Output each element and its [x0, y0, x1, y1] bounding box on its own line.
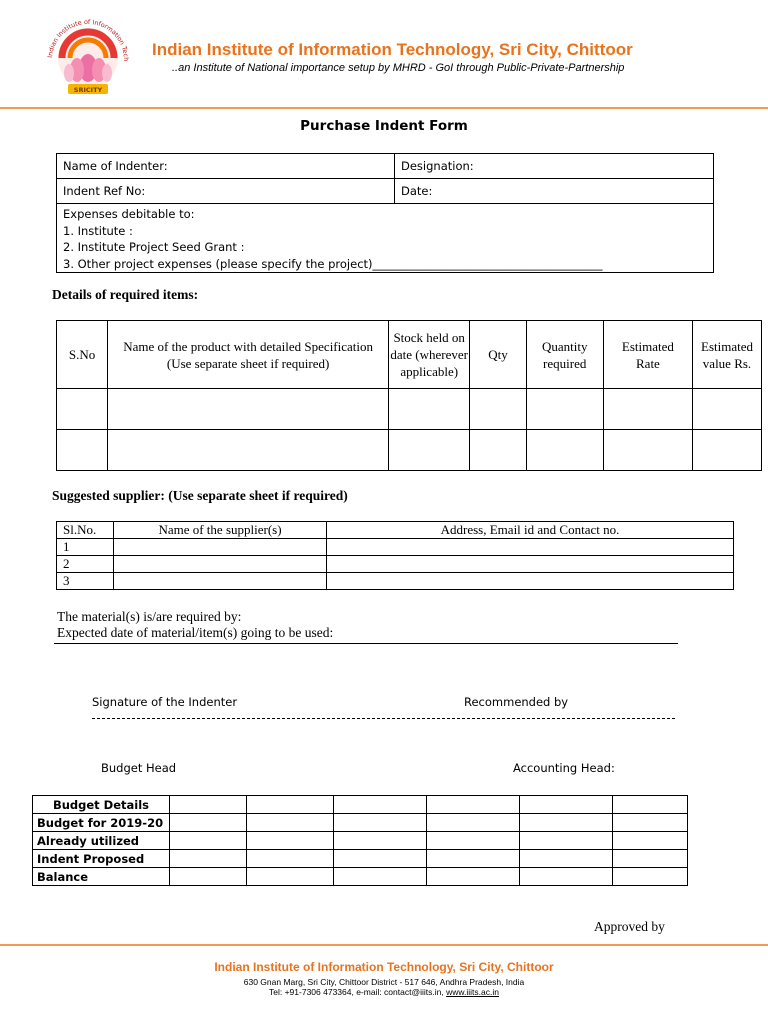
- items-table: [56, 320, 762, 471]
- budget-cell[interactable]: [334, 832, 427, 850]
- budget-cell[interactable]: [520, 868, 613, 886]
- budget-cell[interactable]: [334, 814, 427, 832]
- budget-cell[interactable]: [613, 832, 688, 850]
- budget-row-label: Indent Proposed: [33, 850, 170, 868]
- indenter-info-table: [56, 153, 714, 273]
- expense-item-other-project: 3. Other project expenses (please specify the project)________________________________________: [63, 256, 603, 271]
- budget-cell[interactable]: [613, 814, 688, 832]
- col-estimated-value: Estimated value Rs.: [693, 321, 762, 389]
- footer-divider: [0, 944, 768, 946]
- indent-ref-label: Indent Ref No:: [63, 184, 146, 198]
- budget-cell[interactable]: [613, 796, 688, 814]
- item-cell[interactable]: [470, 389, 526, 430]
- supplier-row: [57, 573, 734, 590]
- item-cell[interactable]: [108, 389, 389, 430]
- budget-cell[interactable]: [427, 814, 520, 832]
- footer-contact: [0, 987, 768, 997]
- budget-cell[interactable]: [247, 868, 334, 886]
- item-cell[interactable]: [603, 430, 692, 471]
- supplier-row: [57, 539, 734, 556]
- signature-indenter-label: Signature of the Indenter: [92, 695, 238, 709]
- supplier-address-cell[interactable]: [327, 573, 734, 590]
- col-quantity-required: Quantity required: [526, 321, 603, 389]
- col-stock-held: Stock held on date (wherever applicable): [389, 321, 470, 389]
- budget-row: [33, 868, 688, 886]
- budget-cell[interactable]: [613, 868, 688, 886]
- expense-item-institute: 1. Institute :: [63, 223, 133, 238]
- budget-cell[interactable]: [247, 832, 334, 850]
- recommended-by-label: Recommended by: [464, 695, 569, 709]
- indent-ref-field[interactable]: [57, 179, 395, 204]
- footer-website-link[interactable]: www.iiits.ac.in: [446, 987, 499, 997]
- supplier-address-cell[interactable]: [327, 539, 734, 556]
- budget-cell[interactable]: [520, 814, 613, 832]
- indenter-name-field[interactable]: [57, 154, 395, 179]
- expense-item-seed-grant: 2. Institute Project Seed Grant :: [63, 240, 245, 254]
- item-cell[interactable]: [57, 389, 108, 430]
- budget-row: [33, 796, 688, 814]
- accounting-head-label: Accounting Head:: [513, 761, 615, 775]
- budget-cell[interactable]: [247, 814, 334, 832]
- signature-dashed-line: [92, 718, 675, 719]
- item-cell[interactable]: [57, 430, 108, 471]
- footer-address: 630 Gnan Marg, Sri City, Chittoor District - 517 646, Andhra Pradesh, India: [243, 977, 525, 987]
- institute-logo: [42, 12, 134, 100]
- budget-head-label: Budget Head: [101, 761, 177, 775]
- budget-cell[interactable]: [334, 796, 427, 814]
- budget-cell[interactable]: [427, 796, 520, 814]
- budget-cell[interactable]: [427, 832, 520, 850]
- supplier-name-cell[interactable]: [114, 573, 327, 590]
- budget-row-label: Already utilized: [33, 832, 170, 850]
- budget-cell[interactable]: [170, 832, 247, 850]
- item-cell[interactable]: [693, 389, 762, 430]
- col-qty: Qty: [470, 321, 526, 389]
- item-cell[interactable]: [389, 389, 470, 430]
- item-cell[interactable]: [693, 430, 762, 471]
- date-field[interactable]: [395, 179, 714, 204]
- item-cell[interactable]: [389, 430, 470, 471]
- col-sno: S.No: [57, 321, 108, 389]
- footer-contact-text: Tel: +91-7306 473364, e-mail: contact@iiits.in,: [269, 987, 447, 997]
- institute-subtitle: ..an Institute of National importance setup by MHRD - GoI through Public-Private-Partnership: [172, 62, 625, 74]
- expenses-label: Expenses debitable to:: [63, 207, 195, 221]
- col-supplier-name: Name of the supplier(s): [114, 522, 327, 539]
- supplier-address-cell[interactable]: [327, 556, 734, 573]
- supplier-row-number: 2: [57, 556, 114, 573]
- budget-cell[interactable]: [247, 796, 334, 814]
- budget-cell[interactable]: [334, 850, 427, 868]
- budget-cell[interactable]: [520, 850, 613, 868]
- budget-row: [33, 850, 688, 868]
- budget-cell[interactable]: [613, 850, 688, 868]
- form-title: Purchase Indent Form: [300, 118, 468, 134]
- budget-row: [33, 814, 688, 832]
- budget-row: [33, 832, 688, 850]
- budget-row-label: Budget Details: [33, 796, 170, 814]
- col-supplier-address: Address, Email id and Contact no.: [327, 522, 734, 539]
- items-heading: Details of required items:: [52, 287, 199, 302]
- items-row: [57, 430, 762, 471]
- supplier-row-number: 1: [57, 539, 114, 556]
- budget-row-label: Balance: [33, 868, 170, 886]
- logo-sricity-text: SRICITY: [73, 86, 103, 94]
- date-label: Date:: [401, 184, 433, 198]
- budget-cell[interactable]: [170, 796, 247, 814]
- item-cell[interactable]: [470, 430, 526, 471]
- item-cell[interactable]: [526, 389, 603, 430]
- supplier-name-cell[interactable]: [114, 556, 327, 573]
- expected-date-label: Expected date of material/item(s) going to be used:: [57, 625, 334, 640]
- expenses-field[interactable]: [57, 204, 714, 273]
- budget-cell[interactable]: [520, 832, 613, 850]
- logo-arc-text: Indian Institute of Information Tech: [46, 17, 131, 62]
- supplier-heading: Suggested supplier: (Use separate sheet if required): [52, 488, 348, 503]
- designation-label: Designation:: [401, 159, 474, 173]
- col-estimated-rate: Estimated Rate: [603, 321, 692, 389]
- supplier-name-cell[interactable]: [114, 539, 327, 556]
- budget-cell[interactable]: [170, 850, 247, 868]
- col-product-name: Name of the product with detailed Specification (Use separate sheet if required): [108, 321, 389, 389]
- budget-cell[interactable]: [427, 850, 520, 868]
- budget-table: [32, 795, 688, 886]
- col-slno: Sl.No.: [57, 522, 114, 539]
- budget-row-label: Budget for 2019-20: [33, 814, 170, 832]
- indenter-name-label: Name of Indenter:: [63, 159, 168, 173]
- material-required-by: The material(s) is/are required by:: [57, 609, 242, 624]
- footer-institute-name: Indian Institute of Information Technology, Sri City, Chittoor: [214, 960, 554, 974]
- item-cell[interactable]: [526, 430, 603, 471]
- budget-cell[interactable]: [170, 868, 247, 886]
- budget-cell[interactable]: [170, 814, 247, 832]
- supplier-row-number: 3: [57, 573, 114, 590]
- budget-cell[interactable]: [247, 850, 334, 868]
- approved-by-label: Approved by: [594, 919, 665, 934]
- designation-field[interactable]: [395, 154, 714, 179]
- supplier-row: [57, 556, 734, 573]
- budget-cell[interactable]: [520, 796, 613, 814]
- header-divider: [0, 107, 768, 109]
- expected-date-line[interactable]: [54, 643, 678, 644]
- supplier-table: [56, 521, 734, 590]
- item-cell[interactable]: [603, 389, 692, 430]
- budget-cell[interactable]: [427, 868, 520, 886]
- budget-cell[interactable]: [334, 868, 427, 886]
- item-cell[interactable]: [108, 430, 389, 471]
- institute-name: Indian Institute of Information Technology, Sri City, Chittoor: [152, 40, 633, 59]
- items-row: [57, 389, 762, 430]
